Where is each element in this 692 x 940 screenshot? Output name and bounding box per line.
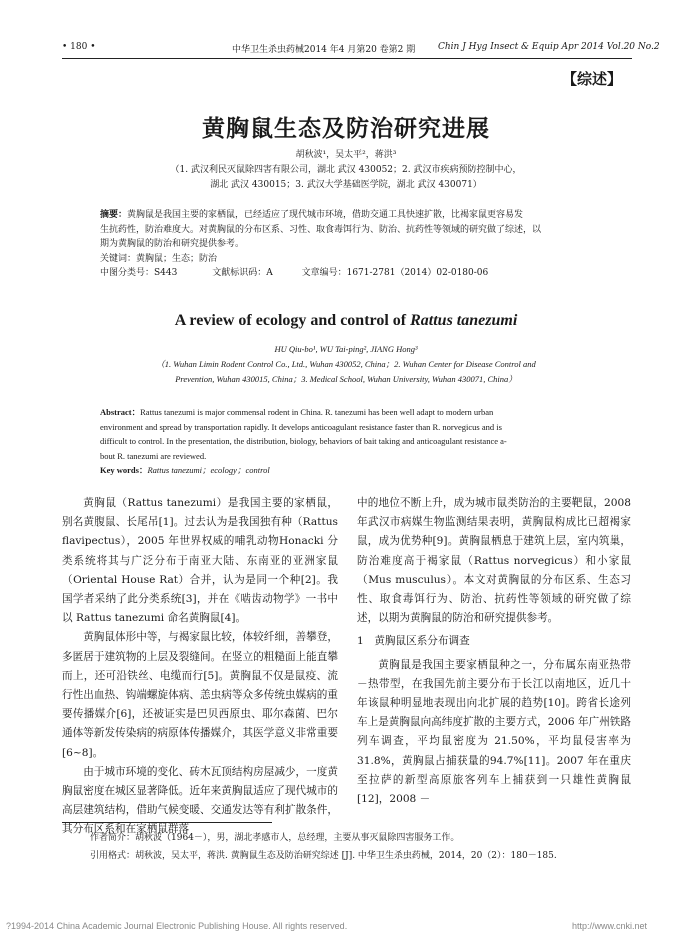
header-rule <box>62 58 632 59</box>
body-left-column <box>62 494 338 840</box>
en-abstract-line3: difficult to control. In the presentation, the distribution, biology, behaviors of bait taking and anticoagulant resistance a- <box>100 436 507 446</box>
cn-article-no: 文章编号：1671-2781（2014）02-0180-06 <box>301 268 489 278</box>
cn-clc: 中图分类号：S443 <box>100 268 178 278</box>
en-affiliation-line1: （1. Wuhan Limin Rodent Control Co., Ltd., Wuhan 430052, China；2. Wuhan Center for Disease Control and <box>156 359 536 369</box>
cn-abstract-line2: 生抗药性，防治难度大。对黄胸鼠的分布区系、习性、取食毒饵行为、防治、抗药性等领域的研究做了综述，以 <box>100 224 542 235</box>
body-paragraph: 由于城市环境的变化、砖木瓦顶结构房屋减少，一度黄胸鼠密度在城区显著降低。近年来黄胸鼠适应了现代城市的高层建筑结构，借助气候变暖、交通发达等有利扩散条件，其分布区系和在家栖鼠群落 <box>62 765 338 836</box>
en-keywords-label: Key words： <box>100 465 148 475</box>
en-journal-header: Chin J Hyg Insect & Equip Apr 2014 Vol.20 No.2 <box>438 42 660 52</box>
body-paragraph: 黄胸鼠体形中等，与褐家鼠比较，体较纤细，善攀登，多匿居于建筑物的上层及裂缝间。在竖立的粗糙面上能直攀而上，还可沿铁丝、电缆而行[5]。黄胸鼠不仅是鼠疫、流行性出血热、钩端螺旋体病、恙虫病等众多传统虫媒病的重要传播媒介[6]，还被证实是巴贝西原虫、耶尔森菌、巴尔通体等新发传染病的病原体传播媒介，其医学意义非常重要[6~8]。 <box>62 631 338 759</box>
en-keywords: Rattus tanezumi；ecology；control <box>147 465 270 475</box>
cn-affiliation-line1: （1. 武汉利民灭鼠除四害有限公司，湖北 武汉 430052；2. 武汉市疾病预防控制中心， <box>170 165 522 175</box>
en-abstract-line4: bout R. tanezumi are reviewed. <box>100 450 207 461</box>
cn-classification-row <box>100 266 600 281</box>
copyright-watermark: ?1994-2014 China Academic Journal Electronic Publishing House. All rights reserved. <box>6 921 348 931</box>
en-abstract-line2: environment and spread by transportation rapidly. It develops anticoagulant resistance faster than R. norvegicus and is <box>100 421 502 432</box>
page-title: 黄胸鼠生态及防治研究进展 <box>202 115 490 142</box>
cn-abstract-line1: 黄胸鼠是我国主要的家栖鼠，已经适应了现代城市环境，借助交通工具快速扩散，比褐家鼠更容易发 <box>127 210 524 220</box>
en-abstract-line1: Rattus tanezumi is major commensal rodent in China. R. tanezumi has been well adapt to modern urban <box>140 407 494 417</box>
cn-keywords: 关键词：黄胸鼠；生态；防治 <box>100 253 218 264</box>
citation: 引用格式：胡秋波，吴太平，蒋洪. 黄胸鼠生态及防治研究综述 [J]. 中华卫生杀虫药械，2014，20（2）：180－185. <box>90 851 557 861</box>
cn-abstract <box>100 208 600 281</box>
en-title <box>0 312 692 330</box>
cn-doc-code: 文献标识码：A <box>212 268 273 278</box>
page-number: • 180 • <box>62 42 96 52</box>
category-tag: 【综述】 <box>562 70 623 88</box>
cn-abstract-label: 摘要： <box>100 210 128 220</box>
en-title-species: Rattus tanezumi <box>410 312 518 329</box>
body-right-column <box>357 494 631 809</box>
author-intro: 作者简介：胡秋波（1964－），男，湖北孝感市人，总经理，主要从事灭鼠除四害服务工作。 <box>90 833 460 843</box>
cn-authors: 胡秋波¹，吴太平²，蒋洪³ <box>295 150 397 160</box>
en-authors: HU Qiu-bo¹, WU Tai-ping², JIANG Hong³ <box>274 344 418 354</box>
en-abstract-label: Abstract： <box>100 407 141 417</box>
body-paragraph: 黄胸鼠（Rattus tanezumi）是我国主要的家栖鼠，别名黄腹鼠、长尾吊[1]。过去认为是我国独有种（Rattus flavipectus），2005 年世界权威的哺乳动物Honacki 分类系统将其与广泛分布于南亚大陆、东南亚的亚洲家鼠（Oriental House Rat）合并，认为是同一个种[2]。我国学者采纳了此分类系统[3]，并在《啮齿动物学》一书中以 Rattus tanezumi 命名黄胸鼠[4]。 <box>62 497 338 625</box>
en-affiliation-line2: Prevention, Wuhan 430015, China；3. Medical School, Wuhan University, Wuhan 430071, China） <box>175 374 517 384</box>
cn-affiliation-line2: 湖北 武汉 430015；3. 武汉大学基础医学院，湖北 武汉 430071） <box>210 180 482 190</box>
cn-abstract-line3: 期为黄胸鼠的防治和研究提供参考。 <box>100 239 245 249</box>
body-paragraph: 黄胸鼠是我国主要家栖鼠种之一，分布属东南亚热带－热带型，在我国先前主要分布于长江以南地区，近几十年该鼠种明显地表现出向北扩展的趋势[10]。跨省长途列车上是黄胸鼠向高纬度扩散的主要方式，2006 年广州铁路列车调查，平均鼠密度为 21.50%，平均鼠侵害率为 31.8%，黄胸鼠占捕获量的94.7%[11]。2007 年在重庆至拉萨的新型高原旅客列车上捕获到一只雄性黄胸鼠[12]，2008 － <box>357 658 631 806</box>
cn-journal-header: 中华卫生杀虫药械2014 年4 月第20 卷第2 期 <box>232 45 416 55</box>
body-paragraph: 中的地位不断上升，成为城市鼠类防治的主要靶鼠，2008 年武汉市病媒生物监测结果表明，黄胸鼠构成比已超褐家鼠，成为优势种[9]。黄胸鼠栖息于建筑上层，室内筑巢，防治难度高于褐家鼠（Rattus norvegicus）和小家鼠（Mus musculus）。本文对黄胸鼠的分布区系、生态习性、取食毒饵行为、防治、抗药性等领域的研究做了综述，以期为黄胸鼠的防治和研究提供参考。 <box>357 497 631 625</box>
footnote-rule <box>62 822 272 823</box>
section-heading: 1 黄胸鼠区系分布调查 <box>357 635 470 648</box>
en-abstract <box>100 405 600 478</box>
cnki-url: http://www.cnki.net <box>572 921 648 931</box>
en-title-text: A review of ecology and control of <box>174 312 411 329</box>
en-keywords-row <box>100 463 600 478</box>
